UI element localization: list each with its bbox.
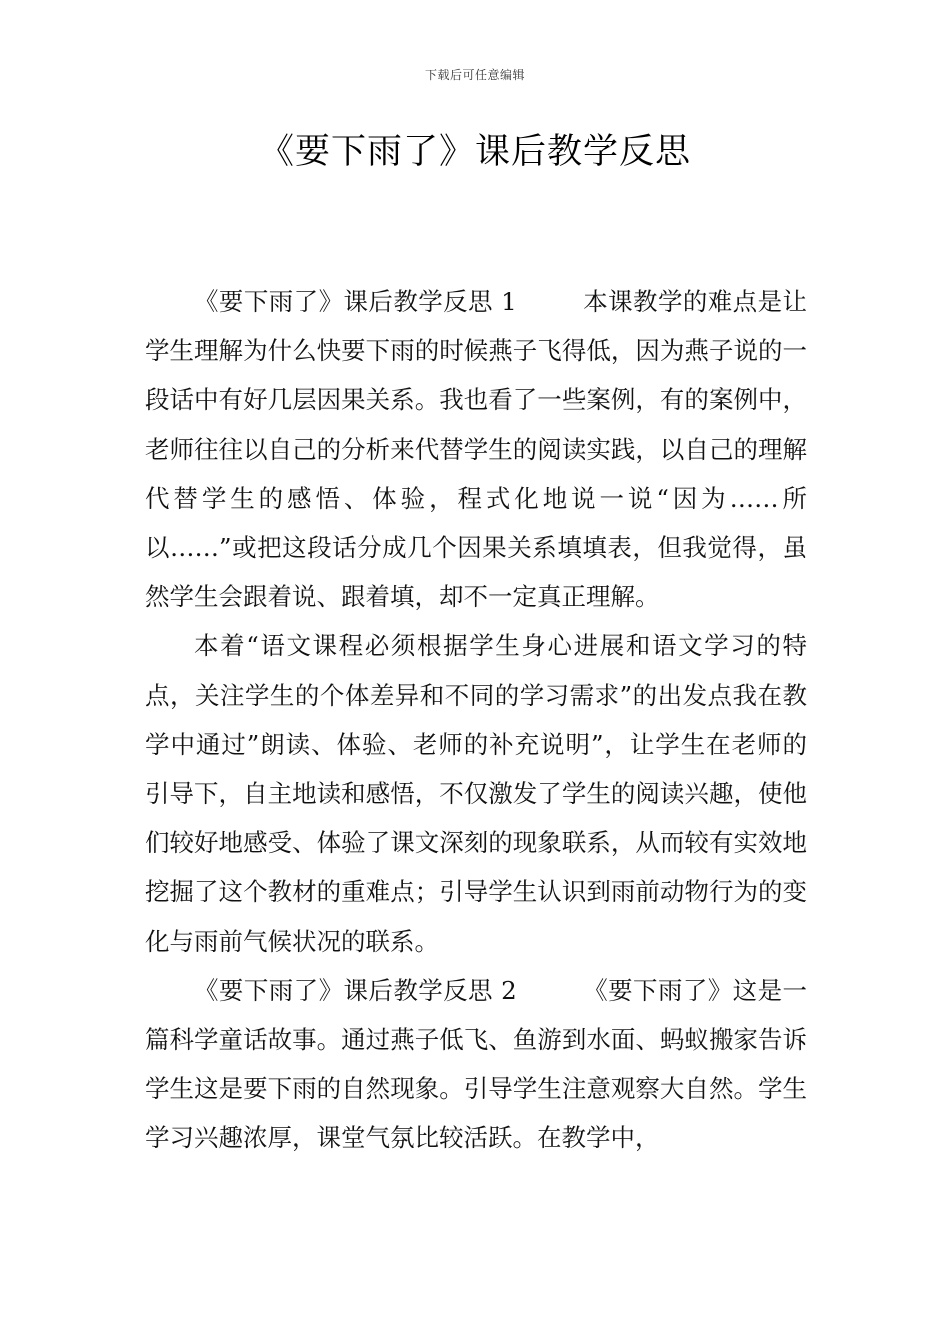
paragraph-text-2: 本着“语文课程必须根据学生身心进展和语文学习的特点，关注学生的个体差异和不同的学习需求”的出发点我在教学中通过”朗读、体验、老师的补充说明”，让学生在老师的引导下，自主地读和感悟，不仅激发了学生的阅读兴趣，使他们较好地感受、体验了课文深刻的现象联系，从而较有实效地挖掘了这个教材的重难点；引导学生认识到雨前动物行为的变化与雨前气候状况的联系。 xyxy=(145,631,807,956)
paragraph-3 xyxy=(145,966,807,1163)
paragraph-2 xyxy=(145,621,807,965)
header-note: 下载后可任意编辑 xyxy=(424,68,525,82)
document-title: 《要下雨了》课后教学反思 xyxy=(258,132,691,172)
section-heading-1: 《要下雨了》课后教学反思 1 xyxy=(194,287,517,316)
document-body xyxy=(145,277,807,1163)
paragraph-1 xyxy=(145,277,807,621)
section-heading-2: 《要下雨了》课后教学反思 2 xyxy=(194,975,517,1005)
paragraph-text-1: 本课教学的难点是让学生理解为什么快要下雨的时候燕子飞得低，因为燕子说的一段话中有好几层因果关系。我也看了一些案例，有的案例中，老师往往以自己的分析来代替学生的阅读实践，以自己的理解代替学生的感悟、体验，程式化地说一说“因为……所以……”或把这段话分成几个因果关系填填表，但我觉得，虽然学生会跟着说、跟着填，却不一定真正理解。 xyxy=(145,287,808,612)
paragraph-text-3: 《要下雨了》这是一篇科学童话故事。通过燕子低飞、鱼游到水面、蚂蚁搬家告诉学生这是要下雨的自然现象。引导学生注意观察大自然。学生学习兴趣浓厚，课堂气氛比较活跃。在教学中， xyxy=(145,975,808,1153)
